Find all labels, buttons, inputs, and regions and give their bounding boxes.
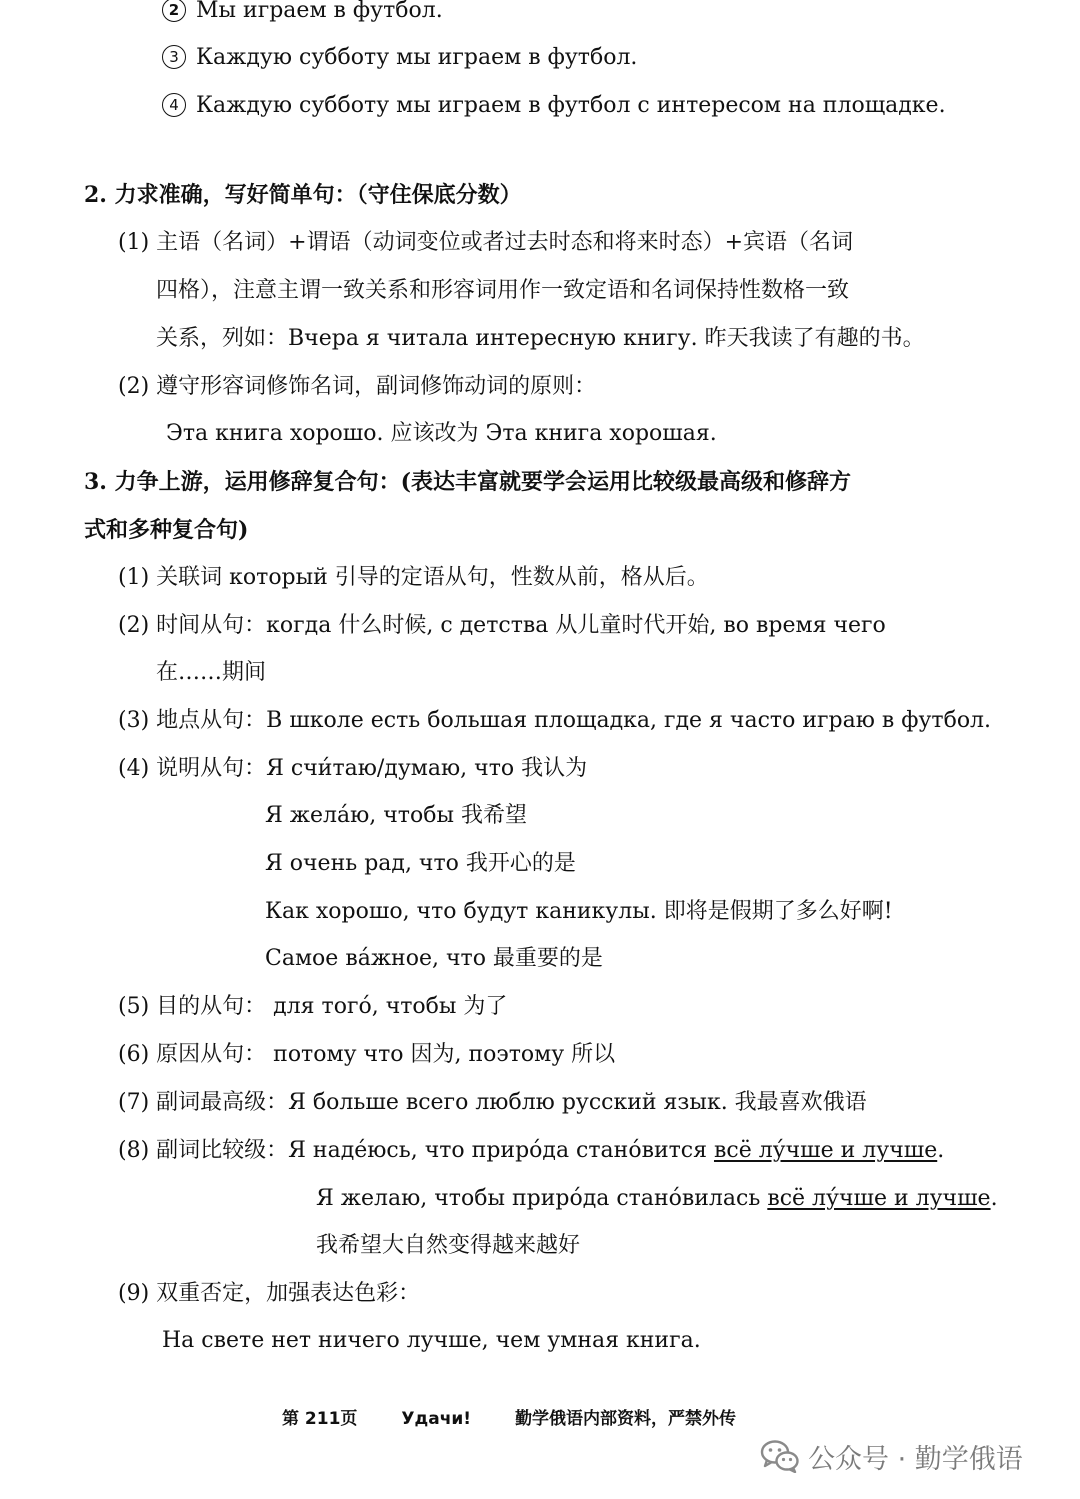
- s3-item-8-line1: [118, 1136, 944, 1166]
- footer-note: 勤学俄语内部资料，严禁外传: [515, 1409, 737, 1429]
- watermark: [760, 1434, 1023, 1478]
- page-footer: [282, 1404, 736, 1429]
- s3-item-8-text: (8) 副词比较级：Я наде́юсь, что приро́да стано́вится: [118, 1138, 714, 1163]
- s2-p1-line2: 四格），注意主谓一致关系和形容词用作一致定语和名词保持性数格一致: [156, 278, 850, 303]
- s3-item-8-line2: [316, 1184, 998, 1214]
- item-4: [162, 91, 946, 121]
- s3-item-4-line1: (4) 说明从句：Я счи́таю/думаю, что 我认为: [118, 756, 588, 781]
- footer-luck: Удачи!: [401, 1409, 472, 1429]
- item-text: Мы играем в футбол.: [196, 0, 443, 23]
- page-number: 第 211页: [282, 1409, 358, 1429]
- s3-item-2-line1: (2) 时间从句：когда 什么时候, с детства 从儿童时代开始, во время чего: [118, 613, 886, 638]
- underlined-phrase: всё лу́чше и лучше: [767, 1186, 991, 1211]
- item-3: [162, 43, 637, 73]
- s3-item-4-line3: Я очень рад, что 我开心的是: [265, 851, 576, 876]
- underlined-phrase: всё лу́чше и лучше: [713, 1138, 938, 1163]
- watermark-text: 公众号 · 勤学俄语: [808, 1443, 1023, 1475]
- period: .: [937, 1138, 945, 1163]
- wechat-icon: [760, 1439, 800, 1473]
- section3-heading-line1: 3. 力争上游，运用修辞复合句：(表达丰富就要学会运用比较级最高级和修辞方: [84, 469, 852, 495]
- s3-item-4-line4: Как хорошо, что будут каникулы. 即将是假期了多么好啊!: [265, 899, 893, 924]
- item-text: Каждую субботу мы играем в футбол с интересом на площадке.: [196, 93, 946, 118]
- s3-item-4-line5: Самое ва́жное, что 最重要的是: [265, 946, 603, 971]
- s3-item-9-line1: (9) 双重否定，加强表达色彩：: [118, 1281, 421, 1306]
- s3-item-3: (3) 地点从句：В школе есть большая площадка, где я часто играю в футбол.: [118, 708, 992, 733]
- s3-item-5: (5) 目的从句： для того́, чтобы 为了: [118, 994, 508, 1019]
- s3-item-7: (7) 副词最高级：Я больше всего люблю русский язык. 我最喜欢俄语: [118, 1090, 867, 1115]
- s3-item-9-line2: На свете нет ничего лучше, чем умная книга.: [162, 1328, 701, 1353]
- s2-p2-line2: Эта книга хорошо. 应该改为 Эта книга хорошая.: [166, 421, 717, 446]
- item-2: [162, 0, 443, 26]
- circled-number: 3: [162, 45, 186, 69]
- s3-item-6: (6) 原因从句： потому что 因为, поэтому 所以: [118, 1042, 616, 1067]
- s3-item-8-text: Я желаю, чтобы приро́да стано́вилась: [316, 1186, 768, 1211]
- section3-heading-line2: 式和多种复合句): [84, 517, 249, 543]
- s3-item-2-line2: 在……期间: [156, 660, 267, 685]
- circled-number: 2: [162, 0, 186, 22]
- section2-heading: 2. 力求准确，写好简单句：（守住保底分数）: [84, 182, 522, 208]
- circled-number: 4: [162, 93, 186, 117]
- period: .: [990, 1186, 998, 1211]
- s3-item-1: (1) 关联词 который 引导的定语从句，性数从前，格从后。: [118, 565, 709, 590]
- s2-p2-line1: (2) 遵守形容词修饰名词，副词修饰动词的原则：: [118, 374, 597, 399]
- s3-item-8-line3: 我希望大自然变得越来越好: [316, 1233, 581, 1258]
- s2-p1-line3: 关系，列如：Вчера я читала интересную книгу. 昨天我读了有趣的书。: [156, 326, 925, 351]
- s2-p1-line1: (1) 主语（名词）+谓语（动词变位或者过去时态和将来时态）+宾语（名词: [118, 230, 854, 255]
- item-text: Каждую субботу мы играем в футбол.: [196, 45, 638, 70]
- s3-item-4-line2: Я жела́ю, чтобы 我希望: [265, 803, 527, 828]
